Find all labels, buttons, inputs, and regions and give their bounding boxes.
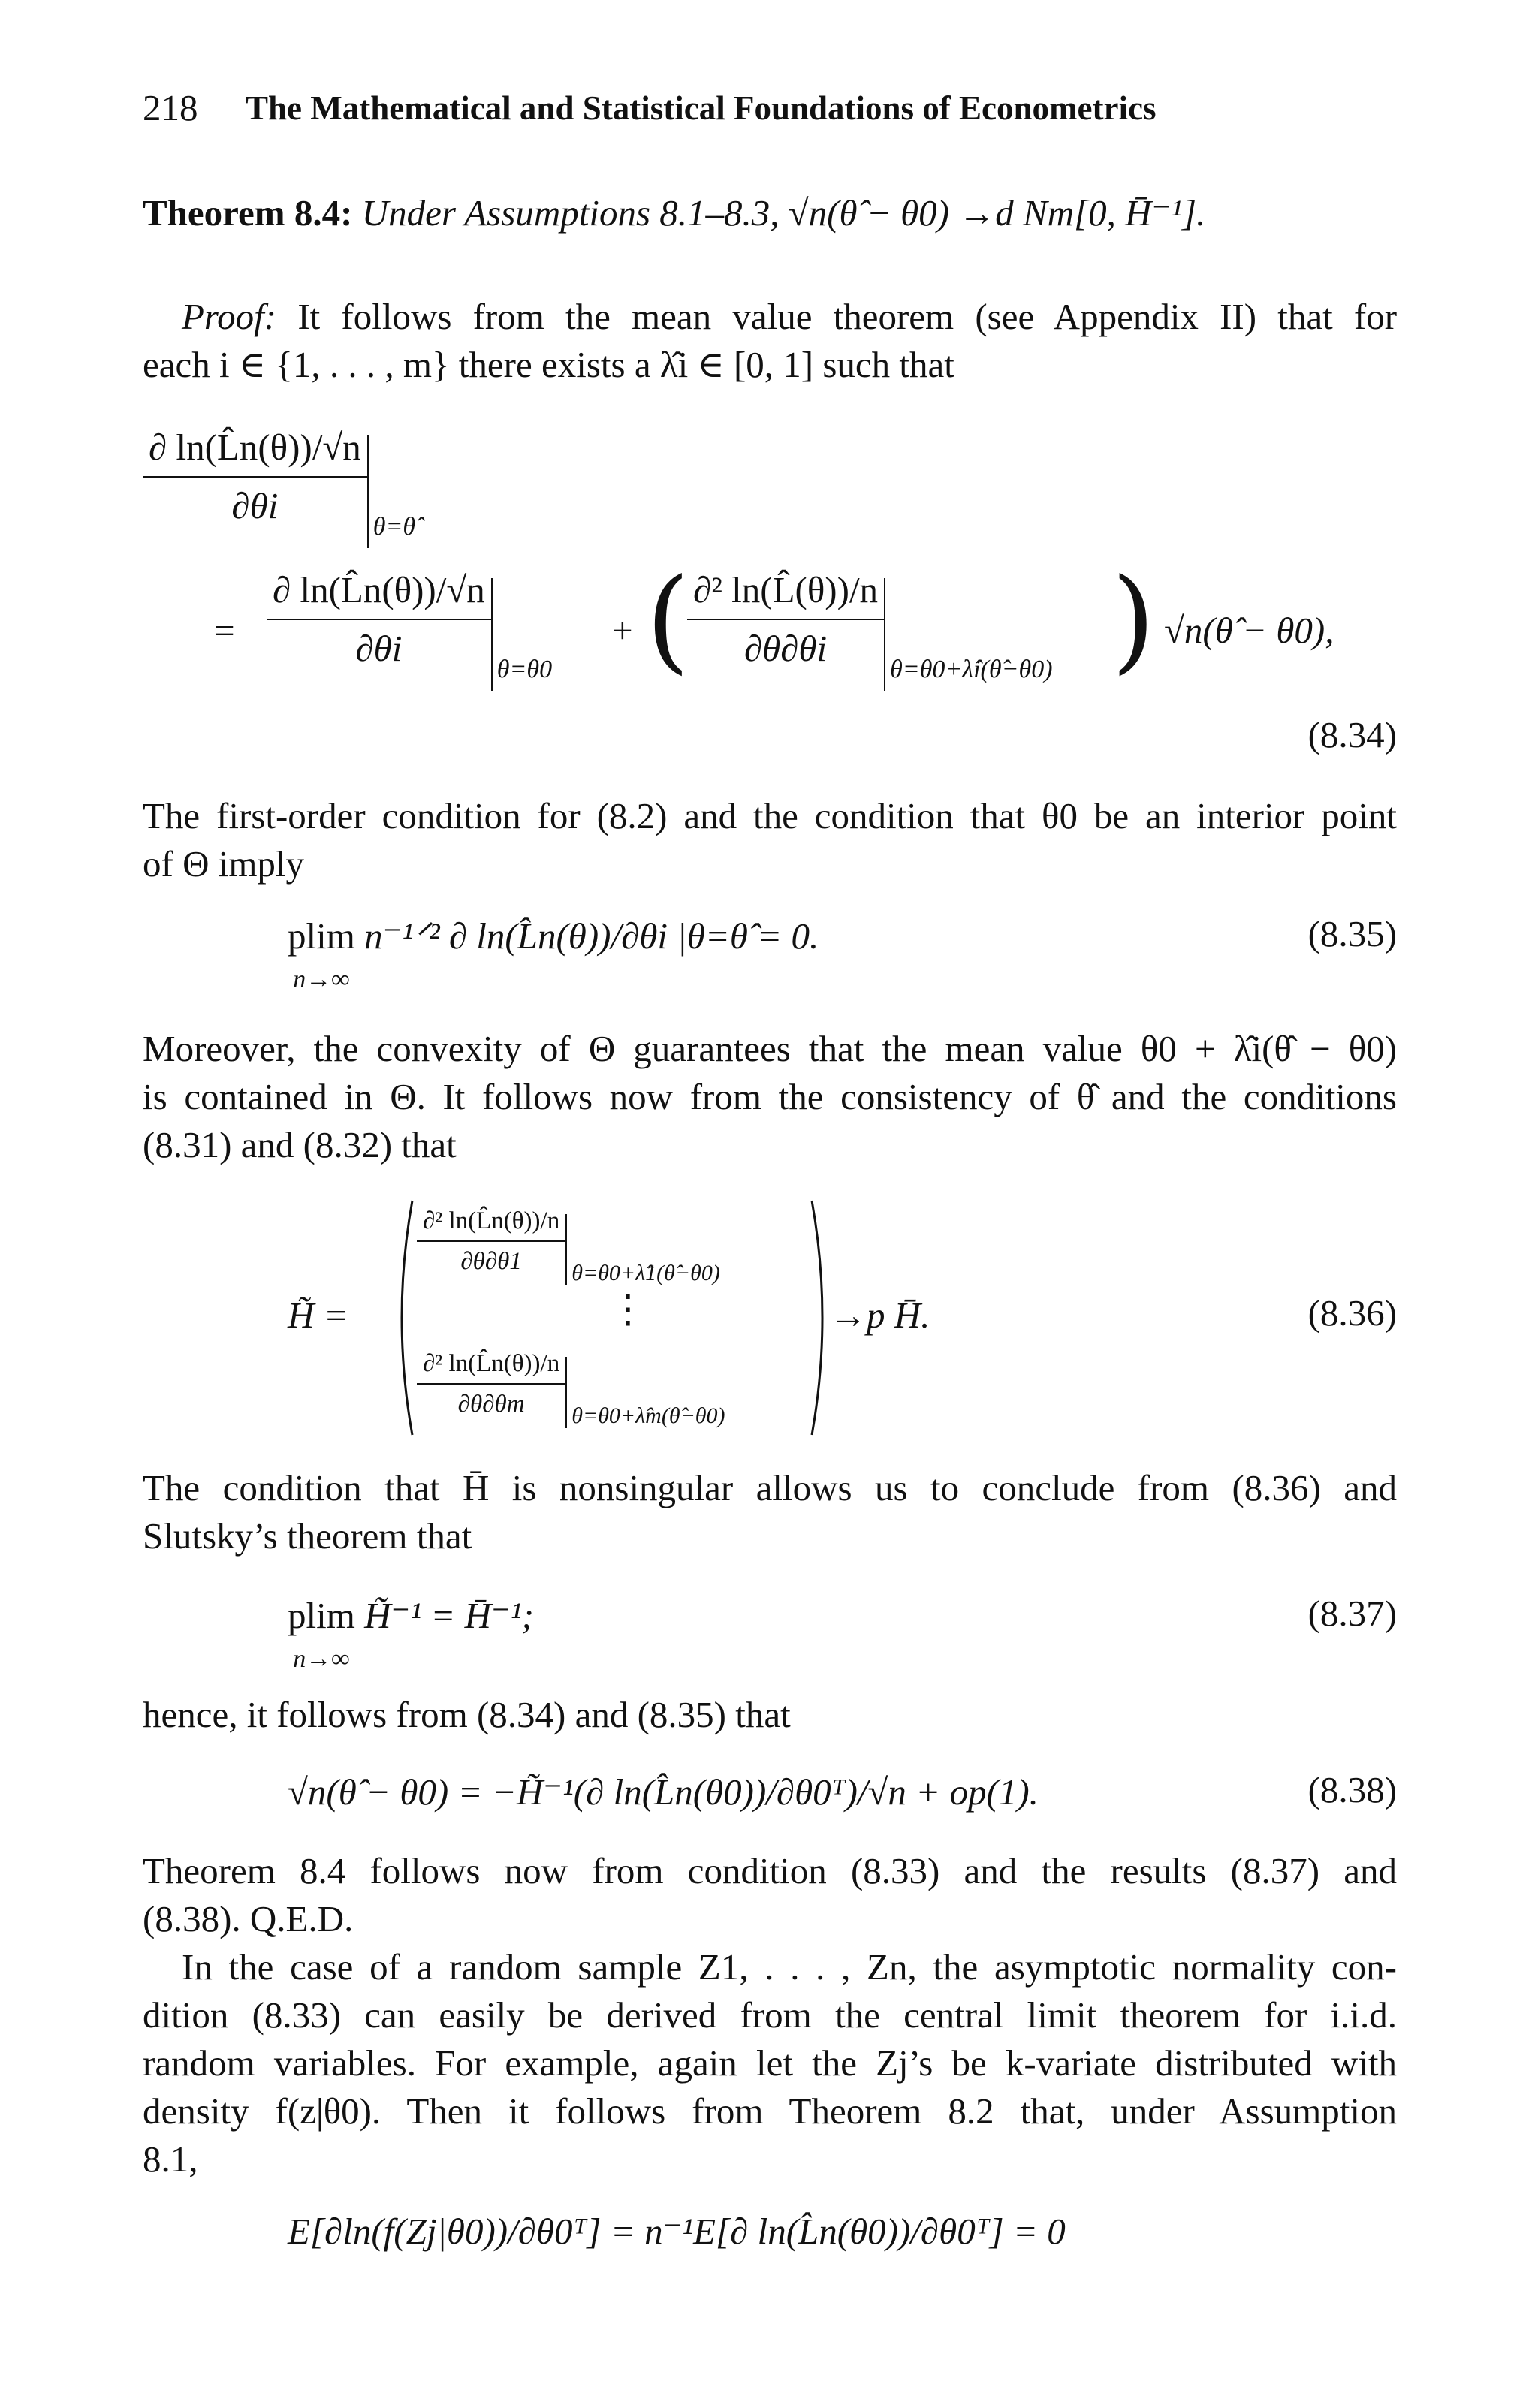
theorem-math: √n(θ̂ − θ0) →d Nm[0, H̄⁻¹]. — [788, 192, 1206, 234]
eq-number-835: (8.35) — [1307, 913, 1397, 954]
plim-text: plim — [288, 1595, 355, 1636]
matrix-left-paren — [387, 1198, 417, 1438]
plim-subscript: n→∞ — [293, 966, 350, 993]
p6-line-3: random variables. For example, again let the Zj’s be k-variate distributed with — [143, 2042, 1397, 2084]
eval-subscript: θ=θ0 — [496, 655, 553, 683]
evaluation-bar — [884, 578, 1053, 691]
plim-text: plim — [288, 915, 355, 957]
proof-line-2: each i ∈ {1, . . . , m} there exists a λ̂i ∈ [0, 1] such that — [143, 344, 954, 385]
p3-line-1: The condition that H̄ is nonsingular allows us to conclude from (8.36) and — [143, 1467, 1397, 1508]
paragraph-6 — [143, 1943, 1397, 2183]
paragraph-5 — [143, 1847, 1397, 1943]
matrix-vdots: ⋮ — [608, 1288, 647, 1331]
matrix-num-1: ∂² ln(L̂n(θ))/n — [417, 1206, 565, 1242]
eval-subscript: θ=θ̂ — [372, 513, 416, 541]
frac-denominator: ∂θ∂θi — [743, 628, 828, 669]
matrix-den-1: ∂θ∂θ1 — [460, 1247, 522, 1275]
evaluation-bar — [565, 1214, 720, 1285]
p5-line-1: Theorem 8.4 follows now from condition (8.33) and the results (8.37) and — [143, 1850, 1397, 1891]
matrix-num-2: ∂² ln(L̂n(θ))/n — [417, 1349, 565, 1385]
frac-numerator: ∂ ln(L̂n(θ))/√n — [143, 423, 367, 478]
matrix-eval-1: θ=θ0+λ̂1(θ̂−θ0) — [571, 1261, 720, 1285]
eq-number-837: (8.37) — [1307, 1593, 1397, 1634]
final-equation: E[∂ln(f(Zj|θ0))/∂θ0ᵀ] = n⁻¹E[∂ ln(L̂n(θ0))/∂θ0ᵀ] = 0 — [288, 2211, 1066, 2252]
evaluation-bar — [565, 1357, 725, 1428]
frac-numerator: ∂ ln(L̂n(θ))/√n — [267, 566, 491, 620]
eval-subscript: θ=θ0+λ̂i(θ̂−θ0) — [890, 655, 1053, 683]
eq-number-836: (8.36) — [1307, 1292, 1397, 1334]
theorem-line — [143, 189, 1205, 237]
eq-number-838: (8.38) — [1307, 1769, 1397, 1810]
matrix-eval-2: θ=θ0+λ̂m(θ̂−θ0) — [571, 1403, 725, 1428]
eq837-body: H̃⁻¹ = H̄⁻¹; — [364, 1595, 534, 1636]
p6-line-4: density f(z|θ0). Then it follows from Theorem 8.2 that, under Assumption — [143, 2090, 1397, 2132]
eq-number-834: (8.34) — [1307, 714, 1397, 755]
p2-line-2: is contained in Θ. It follows now from the consistency of θ̂ and the conditions — [143, 1076, 1397, 1117]
p5-line-2: (8.38). Q.E.D. — [143, 1898, 354, 1939]
running-title: The Mathematical and Statistical Foundations of Econometrics — [246, 89, 1157, 127]
frac-numerator: ∂² ln(L̂(θ))/n — [687, 566, 884, 620]
proof-paragraph — [143, 293, 1397, 389]
p3-line-2: Slutsky’s theorem that — [143, 1515, 472, 1557]
eq835 — [288, 912, 819, 1013]
page-number: 218 — [143, 87, 198, 128]
plim-subscript: n→∞ — [293, 1645, 350, 1673]
p4-line-1: hence, it follows from (8.34) and (8.35) that — [143, 1694, 791, 1735]
p6-line-1: In the case of a random sample Z1, . . . , Zn, the asymptotic normality con- — [182, 1946, 1397, 1988]
book-page: 218 The Mathematical and Statistical Foundations of Econometrics Theorem 8.4: Under Assumptions 8.1–8.3, √n(θ̂ − θ0) →d Nm[0, H̄⁻¹]. Proof: It follows from the mean value theorem (see Appendix II) that for each i ∈ {1, . . . , m} there exists a λ̂i ∈ [0, 1] such that $\frac{\partial \ln(L̂n(\theta))/√n}{\partial\theta i}$ θ=θ̂ = $\frac{\partial \ln(L̂n(\theta))/√n}{\partial\theta i}$ θ=θ0 + ( $\frac{\text{∂² ln(L̂(θ))/n}}{\partial\theta\partial\theta i}$ θ=θ0+λ̂i(θ̂−θ0) ) √n(θ̂ − θ0), (8.34) The first-order condition for (8.2) and the condition that θ0 be an interior point of Θ imply plim $^{n\to\infty}$ n⁻¹ᐟ² ∂ ln(L̂n(θ))/∂θi |θ=θ̂ = 0. (8.35) Moreover, the convexity of Θ guarantees that the mean value θ0 + λ̂i(θ̂ − θ0) is contained in Θ. It follows now from the consistency of θ̂ and the conditions (8.31) and (8.32) that H̃ = $\frac{\text{∂² ln(L̂n(θ))/n}}{\partial\theta\partial\theta 1}$ θ=θ0+λ̂1(θ̂−θ0) ⋮ $\frac{\text{∂² ln(L̂n(θ))/n}}{\partial\theta\partial\theta m}$ θ=θ0+λ̂m(θ̂−θ0) →p H̄. (8.36) The condition that H̄ is nonsingular allows us to conclude from (8.36) and Slutsky’s theorem that plim $^{n\to\infty}$ H̃⁻¹ = H̄⁻¹; (8.37) hence, it follows from (8.34) and (8.35) that √n(θ̂ − θ0) = −H̃⁻¹(∂ ln(L̂n(θ0))/∂θ0ᵀ)/√n + op(1). (8.38) Theorem 8.4 follows now from condition (8.33) and the results (8.37) and (8.38). Q.E.D. In the case of a random sample Z1, . . . , Zn, the asymptotic normality con- dition (8.33) can easily be derived from the central limit theorem for i.i.d. random variables. For example, again let the Zj’s be k-variate distributed with density f(z|θ0). Then it follows from Theorem 8.2 that, under Assumption 8.1, E[∂ln(f(Zj|θ0))/∂θ0ᵀ] = n⁻¹E[∂ ln(L̂n(θ0))/∂θ0ᵀ] = 0 — [0, 0, 1538, 2408]
eq835-body: n⁻¹ᐟ² ∂ ln(L̂n(θ))/∂θi |θ=θ̂ = 0. — [364, 915, 819, 957]
p6-line-5: 8.1, — [143, 2138, 198, 2180]
matrix-den-2: ∂θ∂θm — [457, 1390, 525, 1418]
proof-line-1: It follows from the mean value theorem (see Appendix II) that for — [297, 296, 1398, 337]
evaluation-bar — [491, 578, 553, 691]
big-left-paren: ( — [646, 555, 690, 686]
paragraph-1 — [143, 792, 1397, 888]
proof-label: Proof: — [182, 296, 277, 337]
theorem-statement: Under Assumptions 8.1–8.3, — [361, 192, 780, 234]
H-tilde-label: H̃ = — [288, 1294, 348, 1336]
paragraph-2 — [143, 1025, 1397, 1169]
frac-denominator: ∂θi — [355, 628, 403, 669]
eq837 — [288, 1592, 534, 1692]
matrix — [387, 1198, 837, 1438]
p1-line-1: The first-order condition for (8.2) and the condition that θ0 be an interior point — [143, 795, 1397, 836]
p6-line-2: dition (8.33) can easily be derived from the central limit theorem for i.i.d. — [143, 1994, 1397, 2036]
frac-denominator: ∂θi — [231, 485, 279, 526]
theorem-label: Theorem 8.4: — [143, 192, 353, 234]
big-right-paren: ) — [1111, 555, 1156, 686]
evaluation-bar — [367, 435, 416, 548]
p2-line-1: Moreover, the convexity of Θ guarantees that the mean value θ0 + λ̂i(θ̂ − θ0) — [143, 1028, 1397, 1069]
converges-in-prob: →p H̄. — [830, 1294, 930, 1336]
p1-line-2: of Θ imply — [143, 843, 305, 885]
eq834-tail: √n(θ̂ − θ0), — [1164, 610, 1334, 651]
eq838-body: √n(θ̂ − θ0) = −H̃⁻¹(∂ ln(L̂n(θ0))/∂θ0ᵀ)/√n + op(1). — [288, 1771, 1039, 1813]
paragraph-3 — [143, 1464, 1397, 1560]
p2-line-3: (8.31) and (8.32) that — [143, 1124, 457, 1165]
eq834-lhs — [143, 420, 416, 541]
